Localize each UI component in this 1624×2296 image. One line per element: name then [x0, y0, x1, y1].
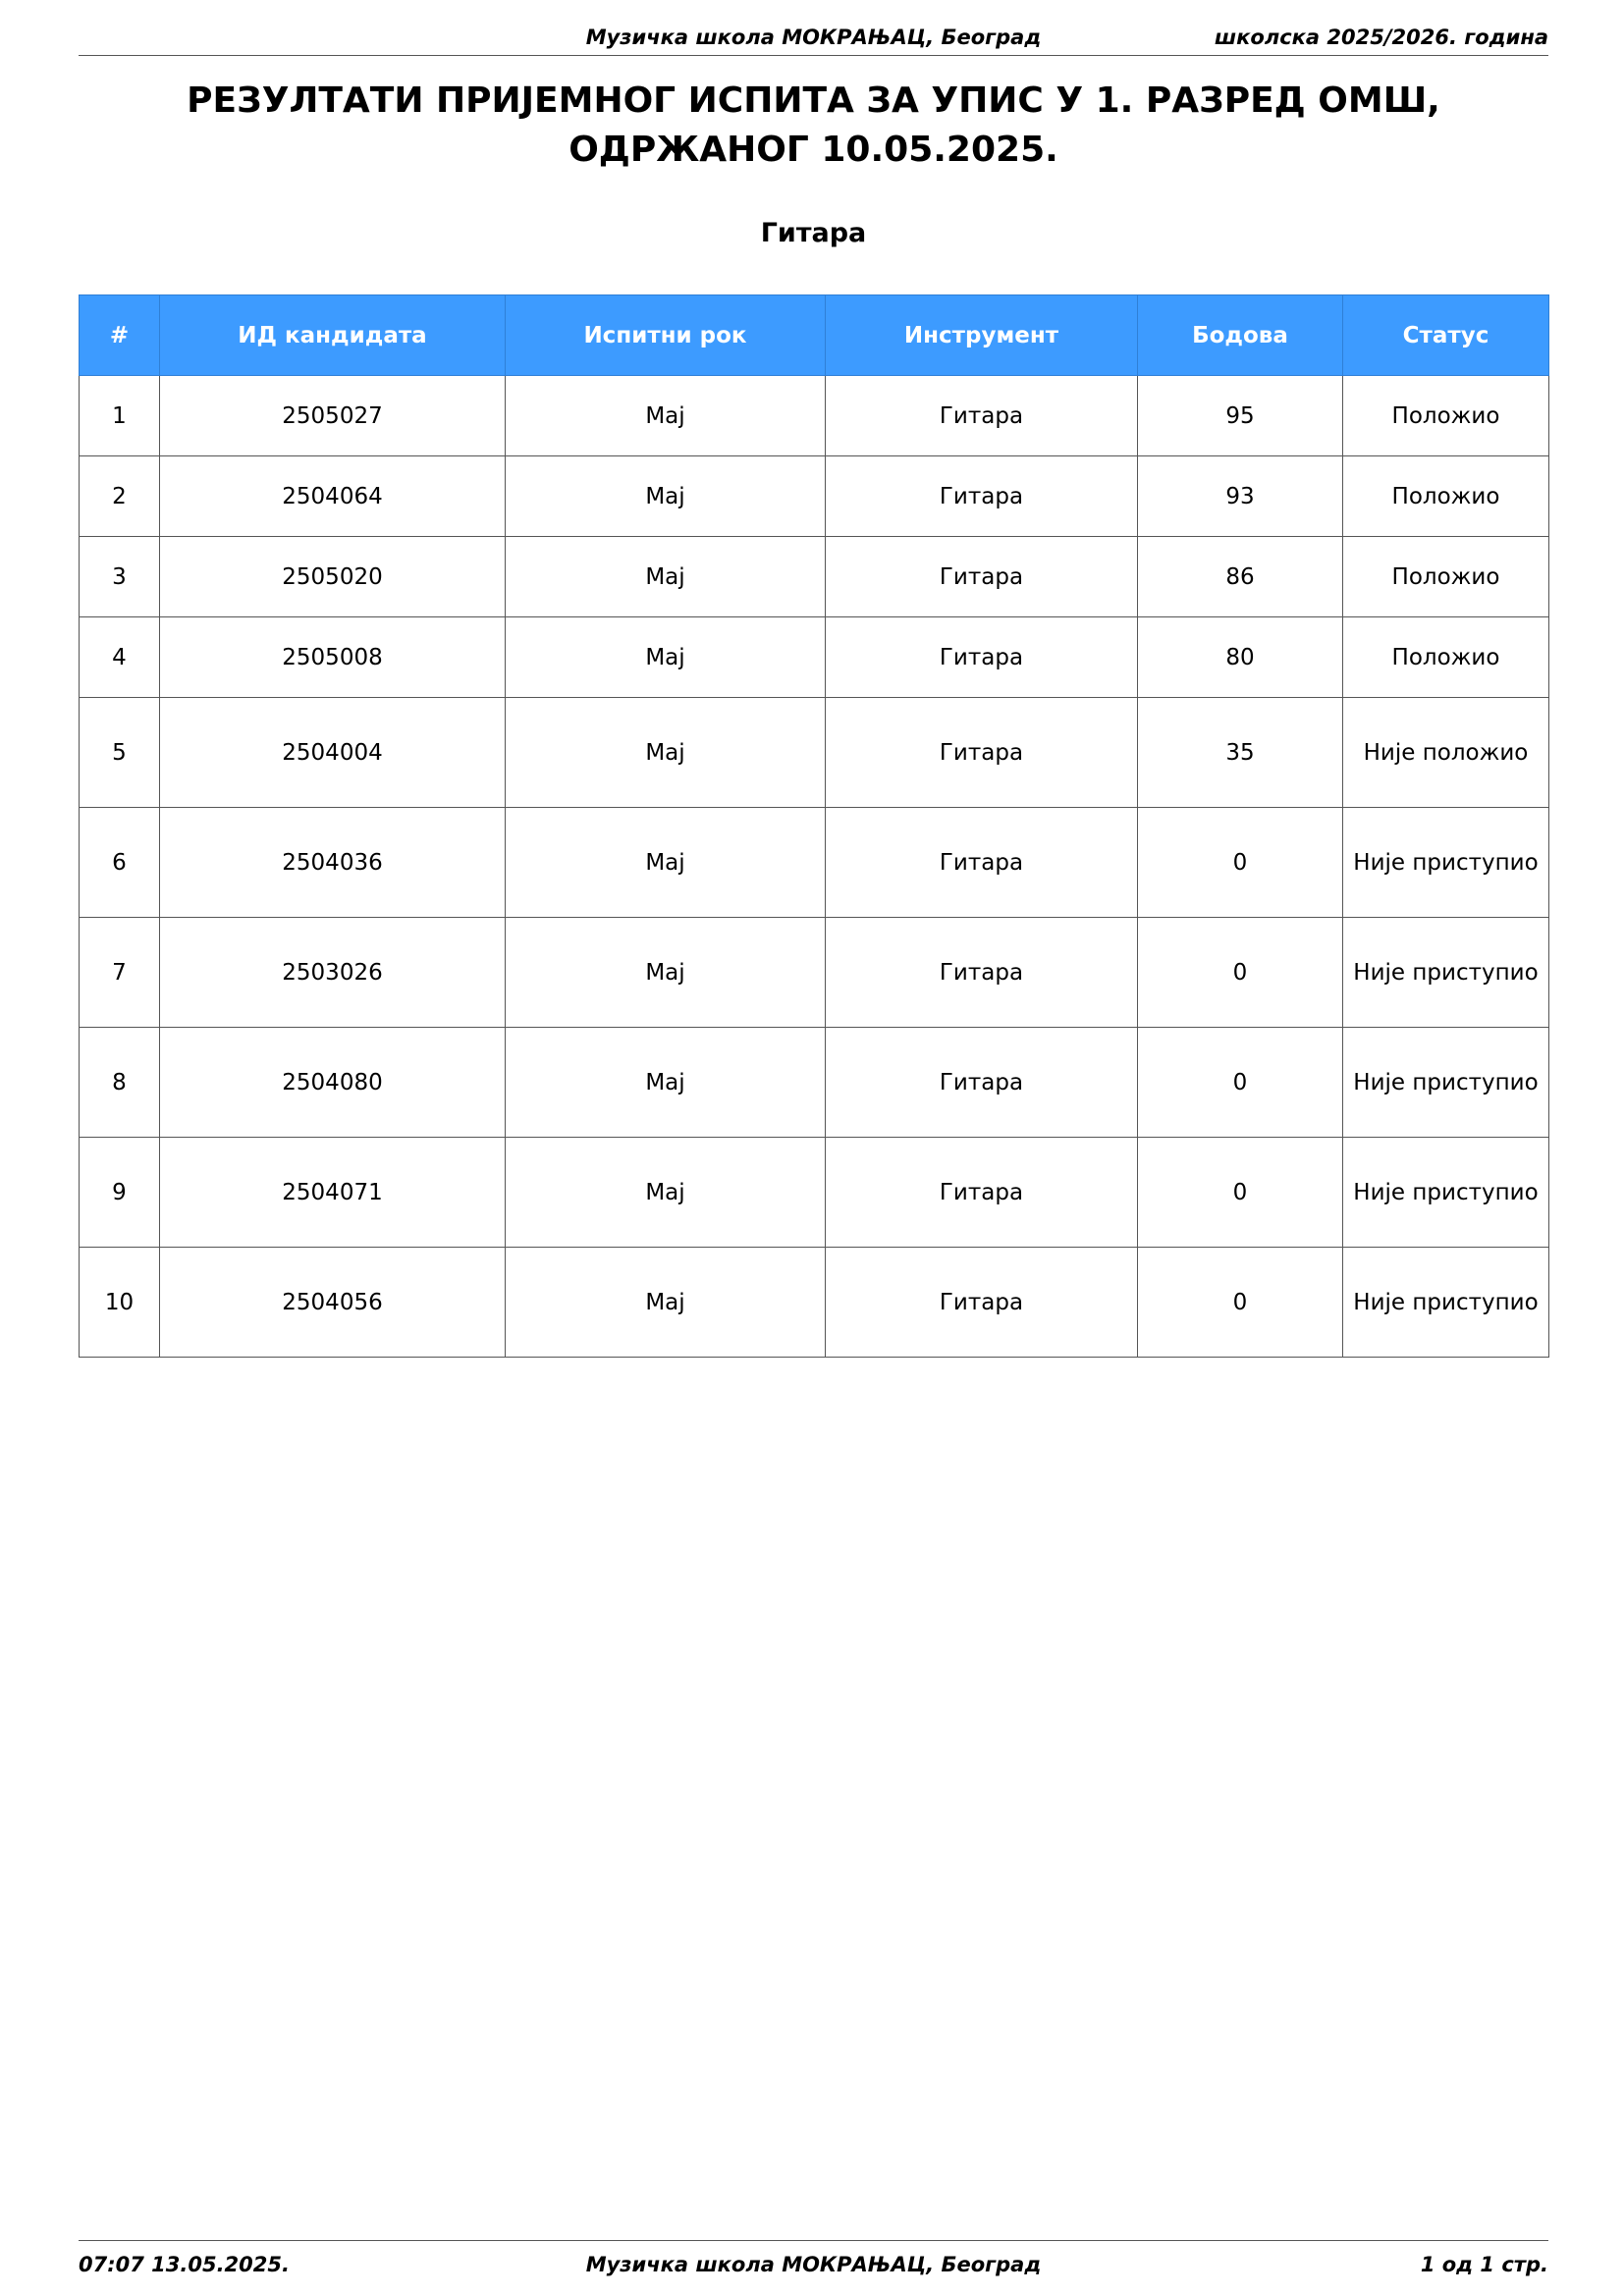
table-header-row	[80, 295, 1549, 376]
cell-status: Није приступио	[1343, 808, 1549, 918]
cell-status: Положио	[1343, 456, 1549, 537]
cell-points: 35	[1138, 698, 1343, 808]
cell-candidate-id: 2504056	[160, 1248, 506, 1358]
cell-instrument: Гитара	[826, 698, 1138, 808]
cell-exam-term: Мај	[506, 918, 826, 1028]
table-row	[80, 1138, 1549, 1248]
cell-candidate-id: 2504080	[160, 1028, 506, 1138]
cell-candidate-id: 2504004	[160, 698, 506, 808]
cell-candidate-id: 2504071	[160, 1138, 506, 1248]
page-header	[79, 22, 1548, 56]
column-header-points: Бодова	[1138, 295, 1343, 376]
table-row	[80, 808, 1549, 918]
cell-status: Није приступио	[1343, 1248, 1549, 1358]
cell-exam-term: Мај	[506, 456, 826, 537]
cell-points: 93	[1138, 456, 1343, 537]
column-header-exam-term: Испитни рок	[506, 295, 826, 376]
cell-exam-term: Мај	[506, 376, 826, 456]
cell-instrument: Гитара	[826, 1248, 1138, 1358]
cell-points: 0	[1138, 1028, 1343, 1138]
cell-number: 7	[80, 918, 160, 1028]
cell-instrument: Гитара	[826, 537, 1138, 617]
cell-points: 80	[1138, 617, 1343, 698]
column-header-candidate-id: ИД кандидата	[160, 295, 506, 376]
cell-exam-term: Мај	[506, 617, 826, 698]
cell-exam-term: Мај	[506, 808, 826, 918]
cell-exam-term: Мај	[506, 1028, 826, 1138]
cell-status: Положио	[1343, 376, 1549, 456]
cell-exam-term: Мај	[506, 1138, 826, 1248]
cell-number: 1	[80, 376, 160, 456]
footer-school: Музичка школа МОКРАЊАЦ, Београд	[585, 2253, 1042, 2276]
cell-exam-term: Мај	[506, 537, 826, 617]
table-row	[80, 918, 1549, 1028]
results-table	[79, 294, 1549, 1358]
column-header-status: Статус	[1343, 295, 1549, 376]
cell-exam-term: Мај	[506, 698, 826, 808]
table-row	[80, 617, 1549, 698]
column-header-number: #	[80, 295, 160, 376]
cell-number: 6	[80, 808, 160, 918]
cell-number: 2	[80, 456, 160, 537]
cell-instrument: Гитара	[826, 808, 1138, 918]
cell-points: 95	[1138, 376, 1343, 456]
footer-page-number: 1 од 1 стр.	[1420, 2253, 1548, 2276]
cell-instrument: Гитара	[826, 1028, 1138, 1138]
instrument-subtitle: Гитара	[760, 218, 867, 248]
cell-points: 0	[1138, 918, 1343, 1028]
cell-instrument: Гитара	[826, 456, 1138, 537]
cell-candidate-id: 2505027	[160, 376, 506, 456]
table-row	[80, 456, 1549, 537]
cell-number: 9	[80, 1138, 160, 1248]
cell-number: 8	[80, 1028, 160, 1138]
column-header-instrument: Инструмент	[826, 295, 1138, 376]
cell-points: 0	[1138, 1248, 1343, 1358]
document-title: РЕЗУЛТАТИ ПРИЈЕМНОГ ИСПИТА ЗА УПИС У 1. РАЗРЕД ОМШ, ОДРЖАНОГ 10.05.2025.	[187, 80, 1440, 170]
table-row	[80, 1028, 1549, 1138]
cell-exam-term: Мај	[506, 1248, 826, 1358]
cell-status: Није приступио	[1343, 918, 1549, 1028]
cell-number: 4	[80, 617, 160, 698]
footer-timestamp: 07:07 13.05.2025.	[79, 2253, 290, 2276]
table-row	[80, 698, 1549, 808]
header-school-year: школска 2025/2026. година	[1214, 26, 1548, 49]
cell-status: Није приступио	[1343, 1138, 1549, 1248]
cell-candidate-id: 2504036	[160, 808, 506, 918]
cell-status: Положио	[1343, 537, 1549, 617]
table-row	[80, 376, 1549, 456]
cell-candidate-id: 2505008	[160, 617, 506, 698]
cell-number: 3	[80, 537, 160, 617]
cell-number: 10	[80, 1248, 160, 1358]
cell-number: 5	[80, 698, 160, 808]
cell-instrument: Гитара	[826, 918, 1138, 1028]
header-school: Музичка школа МОКРАЊАЦ, Београд	[585, 26, 1042, 49]
table-row	[80, 1248, 1549, 1358]
page-footer	[79, 2240, 1548, 2280]
cell-instrument: Гитара	[826, 376, 1138, 456]
cell-candidate-id: 2505020	[160, 537, 506, 617]
cell-points: 0	[1138, 808, 1343, 918]
cell-candidate-id: 2504064	[160, 456, 506, 537]
cell-candidate-id: 2503026	[160, 918, 506, 1028]
table-row	[80, 537, 1549, 617]
cell-instrument: Гитара	[826, 1138, 1138, 1248]
cell-points: 0	[1138, 1138, 1343, 1248]
cell-status: Положио	[1343, 617, 1549, 698]
cell-status: Није приступио	[1343, 1028, 1549, 1138]
cell-instrument: Гитара	[826, 617, 1138, 698]
cell-status: Није положио	[1343, 698, 1549, 808]
cell-points: 86	[1138, 537, 1343, 617]
